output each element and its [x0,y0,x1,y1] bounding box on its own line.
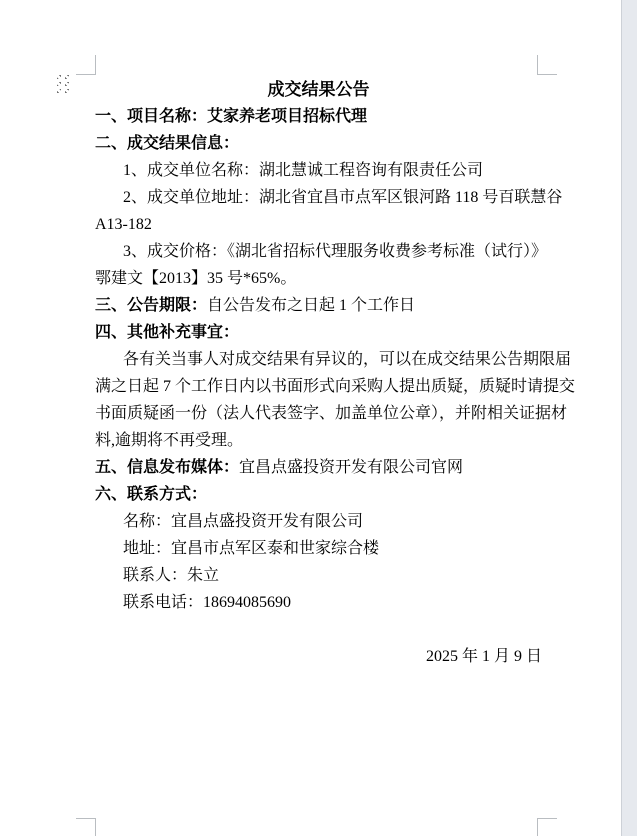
section-label: 三、公告期限： [95,297,208,314]
margin-crop-mark-bottom-right [537,818,557,836]
document-line: 2、成交单位地址：湖北省宜昌市点军区银河路 118 号百联慧谷 [123,189,563,206]
document-line: 料,逾期将不再受理。 [95,432,244,449]
section-heading-publish-media [95,454,542,481]
section-value: 宜昌点盛投资开发有限公司官网 [239,459,464,476]
document-date: 2025 年 1 月 9 日 [425,648,542,665]
contact-name-line: 名称：宜昌点盛投资开发有限公司 [123,513,364,530]
document-line: 鄂建文【2013】35 号*65%。 [95,270,297,287]
section-heading-project-name: 一、项目名称：艾家养老项目招标代理 [95,108,368,125]
contact-phone-line: 联系电话：18694085690 [123,594,292,611]
document-line: 1、成交单位名称：湖北慧诚工程咨询有限责任公司 [123,162,484,179]
document-line: 书面质疑函一份（法人代表签字、加盖单位公章），并附相关证据材 [95,405,568,422]
section-value: 自公告发布之日起 1 个工作日 [207,297,416,314]
drag-handle-icon[interactable] [57,75,69,93]
document-line: 满之日起 7 个工作日内以书面形式向采购人提出质疑，质疑时请提交 [95,378,576,395]
document-title: 成交结果公告 [267,80,370,99]
document-line: A13-182 [95,216,152,233]
section-heading-other-matters: 四、其他补充事宜： [95,324,240,341]
margin-crop-mark-top-right [537,55,557,75]
document-line: 3、成交价格：《湖北省招标代理服务收费参考标准（试行）》 [123,243,548,260]
section-label: 五、信息发布媒体： [95,459,240,476]
margin-crop-mark-top-left [76,55,96,75]
contact-address-line: 地址：宜昌市点军区泰和世家综合楼 [123,540,380,557]
document-text-area[interactable] [95,76,576,670]
document-line: 各有关当事人对成交结果有异议的，可以在成交结果公告期限届 [123,351,572,368]
section-heading-announcement-period [95,292,542,319]
section-heading-contact: 六、联系方式： [95,486,208,503]
margin-crop-mark-bottom-left [76,818,96,836]
scrollbar-track[interactable] [621,0,637,836]
section-heading-result-info: 二、成交结果信息： [95,135,240,152]
contact-person-line: 联系人：朱立 [123,567,220,584]
